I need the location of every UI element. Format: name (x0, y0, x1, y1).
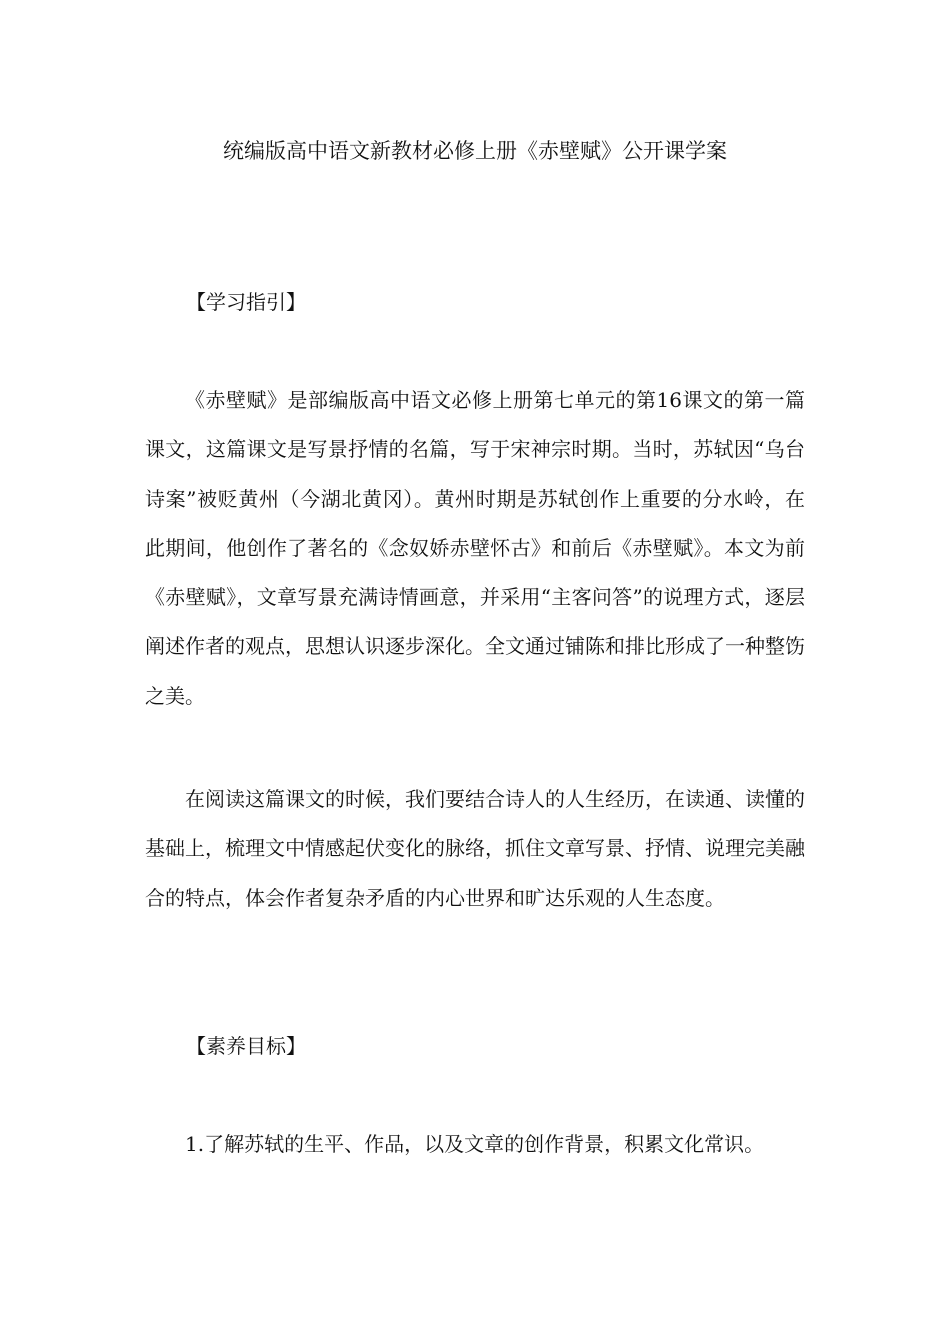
paragraph-reading-guidance: 在阅读这篇课文的时候，我们要结合诗人的人生经历，在读通、读懂的基础上，梳理文中情感起伏变化的脉络，抓住文章写景、抒情、说理完美融合的特点，体会作者复杂矛盾的内心世界和旷达乐观的人生态度。 (145, 787, 805, 910)
goal-item-1: 1.了解苏轼的生平、作品，以及文章的创作背景，积累文化常识。 (185, 1132, 765, 1156)
document-title: 统编版高中语文新教材必修上册《赤壁赋》公开课学案 (223, 139, 727, 163)
section-heading-literacy-goals: 【素养目标】 (186, 1034, 306, 1058)
paragraph-introduction: 《赤壁赋》是部编版高中语文必修上册第七单元的第16课文的第一篇课文，这篇课文是写景抒情的名篇，写于宋神宗时期。当时，苏轼因“乌台诗案”被贬黄州（今湖北黄冈）。黄州时期是苏轼创作上重要的分水岭，在此期间，他创作了著名的《念奴娇赤壁怀古》和前后《赤壁赋》。本文为前《赤壁赋》，文章写景充满诗情画意，并采用“主客问答”的说理方式，逐层阐述作者的观点，思想认识逐步深化。全文通过铺陈和排比形成了一种整饬之美。 (145, 388, 805, 708)
section-heading-learning-guide: 【学习指引】 (186, 290, 306, 314)
